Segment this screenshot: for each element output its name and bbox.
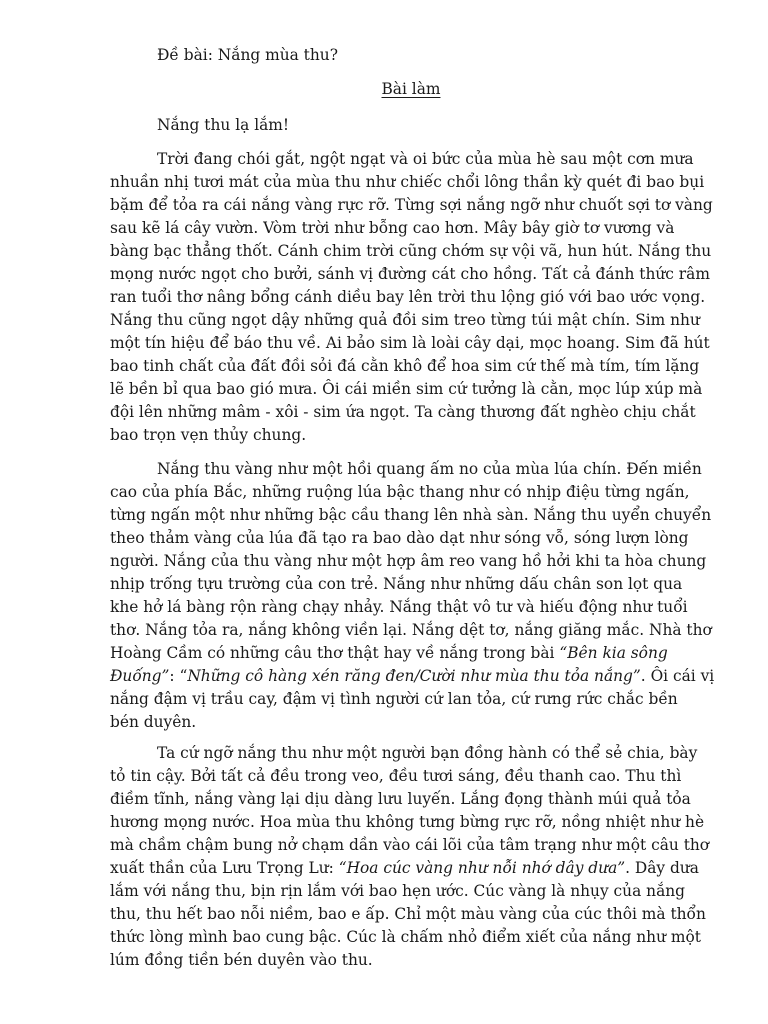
paragraph-line: thu, thu hết bao nỗi niềm, bao e ấp. Chỉ một màu vàng của cúc thôi mà thổn — [110, 905, 706, 923]
paragraph-line: nhịp trống tựu trường của con trẻ. Nắng như những dấu chân son lọt qua — [110, 575, 683, 593]
paragraph-line: bao tinh chất của đất đồi sỏi đá cằn khô để hoa sim cứ thế mà tím, tím lặng — [110, 357, 700, 375]
paragraph-line: một tín hiệu để báo thu về. Ai bảo sim là loài cây dại, mọc hoang. Sim đã hút — [110, 334, 710, 352]
poem-verse-quote: “Hoa cúc vàng như nỗi nhớ dây dưa” — [338, 859, 626, 877]
essay-subheading: Bài làm — [381, 80, 441, 98]
paragraph-line: bao trọn vẹn thủy chung. — [110, 426, 307, 444]
paragraph-line: bặm để tỏa ra cái nắng vàng rực rỡ. Từng sợi nắng ngỡ như chuốt sợi tơ vàng — [110, 196, 713, 214]
paragraph-line: khe hở lá bàng rộn ràng chạy nhảy. Nắng thật vô tư và hiếu động như tuổi — [110, 598, 688, 616]
paragraph-line: Ta cứ ngỡ nắng thu như một người bạn đồng hành có thể sẻ chia, bày — [157, 744, 698, 762]
paragraph-line: thức lòng mình bao cung bậc. Cúc là chấm nhỏ điểm xiết của nắng như một — [110, 928, 701, 946]
quote-followup-text: . Ôi cái vị — [640, 667, 715, 685]
paragraph-line: người. Nắng của thu vàng như một hợp âm reo vang hồ hởi khi ta hòa chung — [110, 552, 707, 570]
paragraph-line: bàng bạc thẳng thốt. Cánh chim trời cũng chớm sự vội vã, hun hút. Nắng thu — [110, 242, 712, 260]
paragraph-line-with-quote — [110, 857, 707, 880]
poem-verse-quote: Những cô hàng xén răng đen/Cười như mùa thu tỏa nắng” — [187, 667, 641, 685]
paragraph-line: theo thảm vàng của lúa đã tạo ra bao dào dạt như sóng vỗ, sóng lượn lòng — [110, 529, 689, 547]
paragraph-1 — [110, 148, 713, 447]
paragraph-line: đội lên những mâm - xôi - sim ứa ngọt. Ta càng thương đất nghèo chịu chắt — [110, 403, 696, 421]
paragraph-line: lẽ bền bỉ qua bao gió mưa. Ôi cái miền sim cứ tưởng là cằn, mọc lúp xúp mà — [110, 380, 703, 398]
paragraph-2 — [110, 458, 715, 734]
paragraph-line-with-quote — [110, 665, 715, 688]
paragraph-line: mọng nước ngọt cho bưởi, sánh vị đường cát cho hồng. Tất cả đánh thức râm — [110, 265, 710, 283]
paragraph-line: lắm với nắng thu, bịn rịn lắm với bao hẹn ước. Cúc vàng là nhụy của nắng — [110, 882, 686, 900]
quote-intro-text: Hoàng Cầm có những câu thơ thật hay về nắng trong bài — [110, 644, 560, 662]
poem-title-quote-end: Đuống” — [110, 667, 170, 685]
opening-line: Nắng thu lạ lắm! — [157, 116, 290, 134]
quote-separator: : “ — [169, 667, 188, 685]
paragraph-3 — [110, 742, 710, 972]
paragraph-line: từng ngấn một như những bậc cầu thang lên nhà sàn. Nắng thu uyển chuyển — [110, 506, 712, 524]
assignment-heading: Đề bài: Nắng mùa thu? — [157, 46, 338, 64]
paragraph-line: tỏ tin cậy. Bởi tất cả đều trong veo, đều tươi sáng, đều thanh cao. Thu thì — [110, 767, 682, 785]
paragraph-line: ran tuổi thơ nâng bổng cánh diều bay lên trời thu lộng gió với bao ước vọng. — [110, 288, 706, 306]
paragraph-line: nhuần nhị tươi mát của mùa thu như chiếc chổi lông thần kỳ quét đi bao bụi — [110, 173, 705, 191]
paragraph-line-with-quote — [110, 642, 707, 665]
paragraph-line: điềm tĩnh, nắng vàng lại dịu dàng lưu luyến. Lắng đọng thành múi quả tỏa — [110, 790, 691, 808]
poem-title-quote: “Bên kia sông — [559, 644, 668, 662]
paragraph-line: Nắng thu vàng như một hồi quang ấm no của mùa lúa chín. Đến miền — [157, 460, 702, 478]
paragraph-line: Nắng thu cũng ngọt dậy những quả đồi sim treo từng túi mật chín. Sim như — [110, 311, 700, 329]
paragraph-line: mà chầm chậm bung nở chạm dần vào cái lõi của tâm trạng như một câu thơ — [110, 836, 710, 854]
paragraph-line: hương mọng nước. Hoa mùa thu không tưng bừng rực rỡ, nồng nhiệt như hè — [110, 813, 705, 831]
quote-intro-text: xuất thần của Lưu Trọng Lư: — [110, 859, 339, 877]
paragraph-line: sau kẽ lá cây vườn. Vòm trời như bỗng cao hơn. Mây bây giờ tơ vương và — [110, 219, 675, 237]
paragraph-line: Trời đang chói gắt, ngột ngạt và oi bức của mùa hè sau một cơn mưa — [157, 150, 694, 168]
quote-followup-text: . Dây dưa — [625, 859, 699, 877]
paragraph-line: lúm đồng tiền bén duyên vào thu. — [110, 951, 373, 969]
paragraph-line: nắng đậm vị trầu cay, đậm vị tình người cứ lan tỏa, cứ rưng rức chắc bền — [110, 690, 678, 708]
paragraph-line: thơ. Nắng tỏa ra, nắng không viền lại. Nắng dệt tơ, nắng giăng mắc. Nhà thơ — [110, 621, 712, 639]
paragraph-line: cao của phía Bắc, những ruộng lúa bậc thang như có nhịp điệu từng ngấn, — [110, 483, 690, 501]
paragraph-line: bén duyên. — [110, 713, 197, 731]
